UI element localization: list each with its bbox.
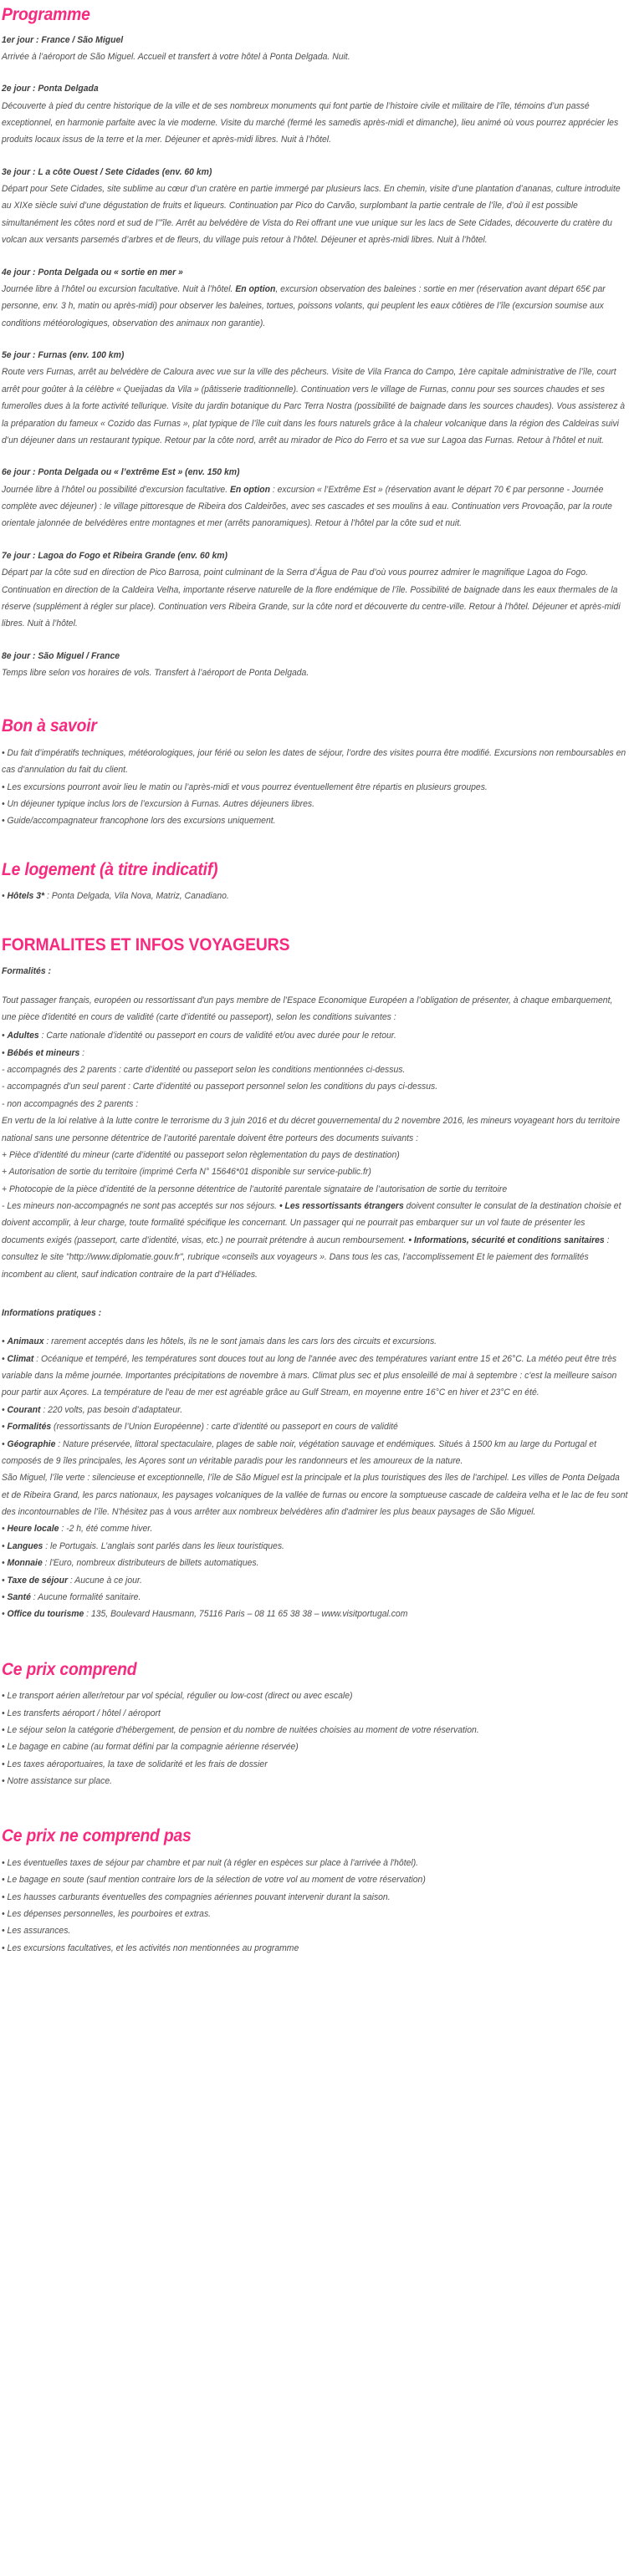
section-heading-bon-a-savoir: Bon à savoir [2,716,97,736]
day-description: Départ pour Sete Cidades, site sublime au cœur d’un cratère en partie immergé par plusieurs lacs. En chemin, visite d’une plantation d’ananas, culture introduite au XIXe siècle suivi d’une dégustation de fruits et liqueurs. Continuation par Pico do Carvão, surplombant la partie centrale de l’île, d’où il est possible simultanément les côtes nord et sud de l’”île. Arrêt au belvédère de Vista do Rei offrant une vue unique sur les lacs de Sete Cidades, découverte du cratère du volcan aux versants parsemés d’arbres et de fleurs, du village puis retour à l’hôtel. Déjeuner et après-midi libres. Nuit à l’hôtel. [2,184,621,246]
list-item: • Le séjour selon la catégorie d'hébergement, de pension et du nombre de nuitées choisies au moment de votre réservation. [2,1722,629,1739]
list-item-office-du-tourisme: • Office du tourisme : 135, Boulevard Hausmann, 75116 Paris – 08 11 65 38 38 – www.visitportugal.com [2,1606,629,1622]
list-item: • Bébés et mineurs : [2,1045,629,1061]
spacer [2,917,629,935]
day-heading: 7e jour : Lagoa do Fogo et Ribeira Grande (env. 60 km) [2,550,228,561]
section-heading-prix-ne-comprend-pas: Ce prix ne comprend pas [2,1826,192,1846]
list-item: • Heure locale : -2 h, été comme hiver. [2,1520,629,1537]
spacer [2,1635,629,1660]
day-description: Route vers Furnas, arrêt au belvédère de Caloura avec vue sur la ville des pêcheurs. Visite de Vila Franca do Campo, 1ère capitale administrative de l’île, court arrêt pour goûter à la célèbre « Queijadas da Vila » (pâtisserie traditionnelle). Continuation vers le village de Furnas, connu pour ses sources chaudes et ses fumerolles dues à la forte activité tellurique. Visite du jardin botanique du Parc Terra Nostra (possibilité de baignade dans les sources chaudes). Vous assisterez à la préparation du fameux « Cozido das Furnas », plat typique de l’île cuit dans les fours naturels grâce à la chaleur volcanique dans la région des Caldeiras suivi d’un déjeuner dans un restaurant typique. Retour par la côte nord, arrêt au mirador de Pico do Ferro et sa vue sur Lagoa das Furnas. Retour à l’hôtel et nuit. [2,367,626,445]
day-block-4 [2,266,629,332]
day-description: Temps libre selon vos horaires de vols. Transfert à l’aéroport de Ponta Delgada. [2,668,309,679]
infos-pratiques-list-a [2,1333,629,1469]
list-item: • Monnaie : l'Euro, nombreux distributeurs de billets automatiques. [2,1555,629,1571]
list-item: • Les hausses carburants éventuelles des compagnies aériennes pouvant intervenir durant la saison. [2,1889,629,1906]
list-item: • Les assurances. [2,1922,629,1939]
section-logement [2,860,629,905]
list-item: • Notre assistance sur place. [2,1773,629,1789]
day-description: Journée libre à l’hôtel ou possibilité d’excursion facultative. En option : excursion « l’Extrême Est » (réservation avant le départ 70 € par personne - Journée complète avec déjeuner) : le village pittoresque de Ribeira dos Caldeirões, avec ses cascades et ses moulins à eau. Continuation vers Provoação, par la route orientale jalonnée de belvédères entre montagnes et mer (arrêts panoramiques). Retour à l’hôtel par la côte sud et nuit. [2,484,612,529]
section-heading-formalites: FORMALITES ET INFOS VOYAGEURS [2,934,290,955]
list-item: • Langues : le Portugais. L’anglais sont parlés dans les lieux touristiques. [2,1538,629,1555]
list-item: • Les dépenses personnelles, les pourboires et extras. [2,1906,629,1922]
list-item: • Animaux : rarement acceptés dans les hôtels, ils ne le sont jamais dans les cars lors des circuits et excursions. [2,1333,629,1350]
formalites-subtitle: Formalités : [2,966,51,977]
spacer [2,1295,629,1305]
list-item: • Courant : 220 volts, pas besoin d’adaptateur. [2,1402,629,1418]
day-description: Découverte à pied du centre historique de la ville et de ses nombreux monuments qui font partie de l’histoire civile et militaire de l’île, témoins d’un passé exceptionnel, en harmonie parfaite avec la vie moderne. Visite du marché (fermé les samedis après-midi et dimanche), lieu animé où vous pourrez apprécier les produits locaux issus de la terre et la mer. Déjeuner et après-midi libres. Nuit à l’hôtel. [2,100,619,145]
section-heading-prix-comprend: Ce prix comprend [2,1659,137,1679]
list-item: • Le bagage en soute (sauf mention contraire lors de la sélection de votre vol au moment de votre réservation) [2,1871,629,1888]
list-item: • Les éventuelles taxes de séjour par chambre et par nuit (à régler en espèces sur place à l'arrivée à l'hôtel). [2,1855,629,1871]
section-heading-logement: Le logement (à titre indicatif) [2,859,218,879]
list-item: • Taxe de séjour : Aucune à ce jour. [2,1572,629,1589]
spacer [2,1801,629,1826]
list-item: • Géographie : Nature préservée, littoral spectaculaire, plages de sable noir, végétation sauvage et endémiques. Situés à 1500 km au large du Portugal et composés de 9 îles principales, les Açores sont un véritable paradis pour les randonneurs et les amoureux de la nature. [2,1436,629,1470]
section-informations-pratiques [2,1305,629,1623]
day-heading: 6e jour : Ponta Delgada ou « l’extrême Est » (env. 150 km) [2,467,240,478]
informations-pratiques-title: Informations pratiques : [2,1307,102,1318]
list-item: • Adultes : Carte nationale d’identité ou passeport en cours de validité et/ou avec durée pour le retour. [2,1027,629,1044]
list-item: • Les excursions pourront avoir lieu le matin ou l’après-midi et vous pourrez éventuellement être répartis en plusieurs groupes. [2,779,629,796]
required-document-line: + Photocopie de la pièce d’identité de la personne détentrice de l’autorité parentale signataire de l’autorisation de sortie du territoire [2,1184,508,1194]
section-bon-a-savoir [2,716,629,829]
infos-pratiques-list-b [2,1520,629,1622]
formalites-doc-types [2,1027,629,1061]
formalites-closing-text: - Les mineurs non-accompagnés ne sont pas acceptés sur nos séjours. • Les ressortissants étrangers doivent consulter le consulat de la destination choisie et doivent accomplir, à leur charge, toute formalité spécifique les concernant. Un passager qui ne pourrait pas embarquer sur un vol faute de présenter les documents exigés (passeport, carte d’identité, visas, etc.) ne pourrait prétendre à aucun remboursement. • Informations, sécurité et conditions sanitaires : consultez le site "http://www.diplomatie.gouv.fr", rubrique «conseils aux voyageurs ». Dans tous les cas, l’accomplissement Et le paiement des formalités incombent au client, sauf indication contraire de la part d’Héliades. [2,1201,621,1280]
day-block-5 [2,349,629,449]
list-item: • Guide/accompagnateur francophone lors des excursions uniquement. [2,812,629,829]
list-item: • Le bagage en cabine (au format défini par la compagnie aérienne réservée) [2,1739,629,1755]
day-description: Départ par la côte sud en direction de Pico Barrosa, point culminant de la Serra d’Água de Pau d’où vous pourrez admirer le magnifique Lagoa do Fogo. Continuation en direction de la Caldeira Velha, importante réserve naturelle de la flore endémique de l’île. Possibilité de baignade dans les eaux thermales de la réserve (supplément à régler sur place). Continuation vers Ribeira Grande, sur la côte nord et découverte du centre-ville. Retour à l’hôtel. Déjeuner et après-midi libres. Nuit à l’hôtel. [2,568,621,629]
day-block-3 [2,165,629,249]
logement-list [2,888,629,904]
list-item: • Un déjeuner typique inclus lors de l’excursion à Furnas. Autres déjeuners libres. [2,796,629,812]
list-item: • Les transferts aéroport / hôtel / aéroport [2,1705,629,1722]
section-formalites [2,935,629,1283]
list-item: • Formalités (ressortissants de l’Union Européenne) : carte d’identité ou passeport en cours de validité [2,1418,629,1435]
spacer [2,842,629,860]
list-item: • Les excursions facultatives, et les activités non mentionnées au programme [2,1940,629,1957]
section-prix-ne-comprend-pas [2,1826,629,1957]
day-heading: 5e jour : Furnas (env. 100 km) [2,350,125,361]
sao-miguel-paragraph: São Miguel, l’île verte : silencieuse et exceptionnelle, l’île de São Miguel est la principale et la plus touristiques des îles de l'archipel. Les villes de Ponta Delgada et de Ribeira Grand, les parcs nationaux, les paysages volcaniques de la vallée de furnas ou encore la somptueuse cascade de caldeira velha et le lac de feu sont des incontournables de l’île. N'hésitez pas à vous arrêter aux nombreux belvédères afin d'admirer les plus beaux paysages de São Miguel. [2,1473,628,1518]
day-heading: 8e jour : São Miguel / France [2,650,120,661]
day-heading: 1er jour : France / São Miguel [2,34,124,45]
day-block-2 [2,82,629,148]
minor-line: - accompagnés d’un seul parent : Carte d’identité ou passeport personnel selon les conditions du pays ci-dessus. [2,1082,438,1092]
day-block-8 [2,649,629,682]
list-item: • Du fait d’impératifs techniques, météorologiques, jour férié ou selon les dates de séjour, l’ordre des visites pourra être modifié. Excursions non remboursables en cas d’annulation du fait du client. [2,745,629,779]
list-item: • Climat : Océanique et tempéré, les températures sont douces tout au long de l'année avec des températures variant entre 15 et 26°C. La météo peut être très variable dans la même journée. Importantes précipitations de novembre à mars. Climat plus sec et plus ensoleillé de mai à septembre : c'est la meilleure saison pour partir aux Açores. La température de l'eau de mer est agréable grâce au Gulf Stream, en moyenne entre 16°C en hiver et 23°C en été. [2,1351,629,1402]
day-heading: 4e jour : Ponta Delgada ou « sortie en mer » [2,267,183,277]
day-description: Journée libre à l’hôtel ou excursion facultative. Nuit à l’hôtel. En option, excursion observation des baleines : sortie en mer (réservation avant départ 65€ par personne, env. 3 h, matin ou après-midi) pour observer les baleines, tortues, poissons volants, qui peuplent les eaux côtières de l’île (excursion soumise aux conditions météorologiques, observation des animaux non garantie). [2,283,606,328]
prix-comprend-list [2,1688,629,1789]
day-heading: 3e jour : L a côte Ouest / Sete Cidades (env. 60 km) [2,166,212,177]
day-block-1 [2,33,629,66]
minor-line: - non accompagnés des 2 parents : [2,1098,139,1109]
section-programme [2,5,629,681]
required-document-line: + Pièce d’identité du mineur (carte d’identité ou passeport selon règlementation du pays de destination) [2,1149,400,1160]
day-description: Arrivée à l’aéroport de São Miguel. Accueil et transfert à votre hôtel à Ponta Delgada. Nuit. [2,51,350,62]
day-block-7 [2,549,629,633]
spacer [2,698,629,716]
bon-a-savoir-list [2,745,629,830]
formalites-intro: Tout passager français, européen ou ressortissant d'un pays membre de l’Espace Economique Européen a l’obligation de présenter, à chaque embarquement, une pièce d'identité en cours de validité (carte d’identité ou passeport), selon les conditions suivantes : [2,995,613,1022]
page-title: Programme [2,5,90,24]
required-document-line: + Autorisation de sortie du territoire (imprimé Cerfa N° 15646*01 disponible sur service-public.fr) [2,1167,371,1178]
prix-ne-comprend-pas-list [2,1855,629,1957]
list-item: • Les taxes aéroportuaires, la taxe de solidarité et les frais de dossier [2,1756,629,1773]
list-item: • Santé : Aucune formalité sanitaire. [2,1589,629,1606]
section-prix-comprend [2,1660,629,1790]
minor-line: - accompagnés des 2 parents : carte d’identité ou passeport selon les conditions mentionnées ci-dessus. [2,1065,406,1076]
law-reference-text: En vertu de la loi relative à la lutte contre le terrorisme du 3 juin 2016 et du décret gouvernemental du 2 novembre 2016, les mineurs voyageant hors du territoire national sans une personne détentrice de l’autorité parentale doivent être porteurs des documents suivants : [2,1116,621,1143]
day-heading: 2e jour : Ponta Delgada [2,84,99,94]
list-item: • Le transport aérien aller/retour par vol spécial, régulier ou low-cost (direct ou avec escale) [2,1688,629,1704]
day-block-6 [2,466,629,532]
list-item: • Hôtels 3* : Ponta Delgada, Vila Nova, Matriz, Canadiano. [2,888,629,904]
